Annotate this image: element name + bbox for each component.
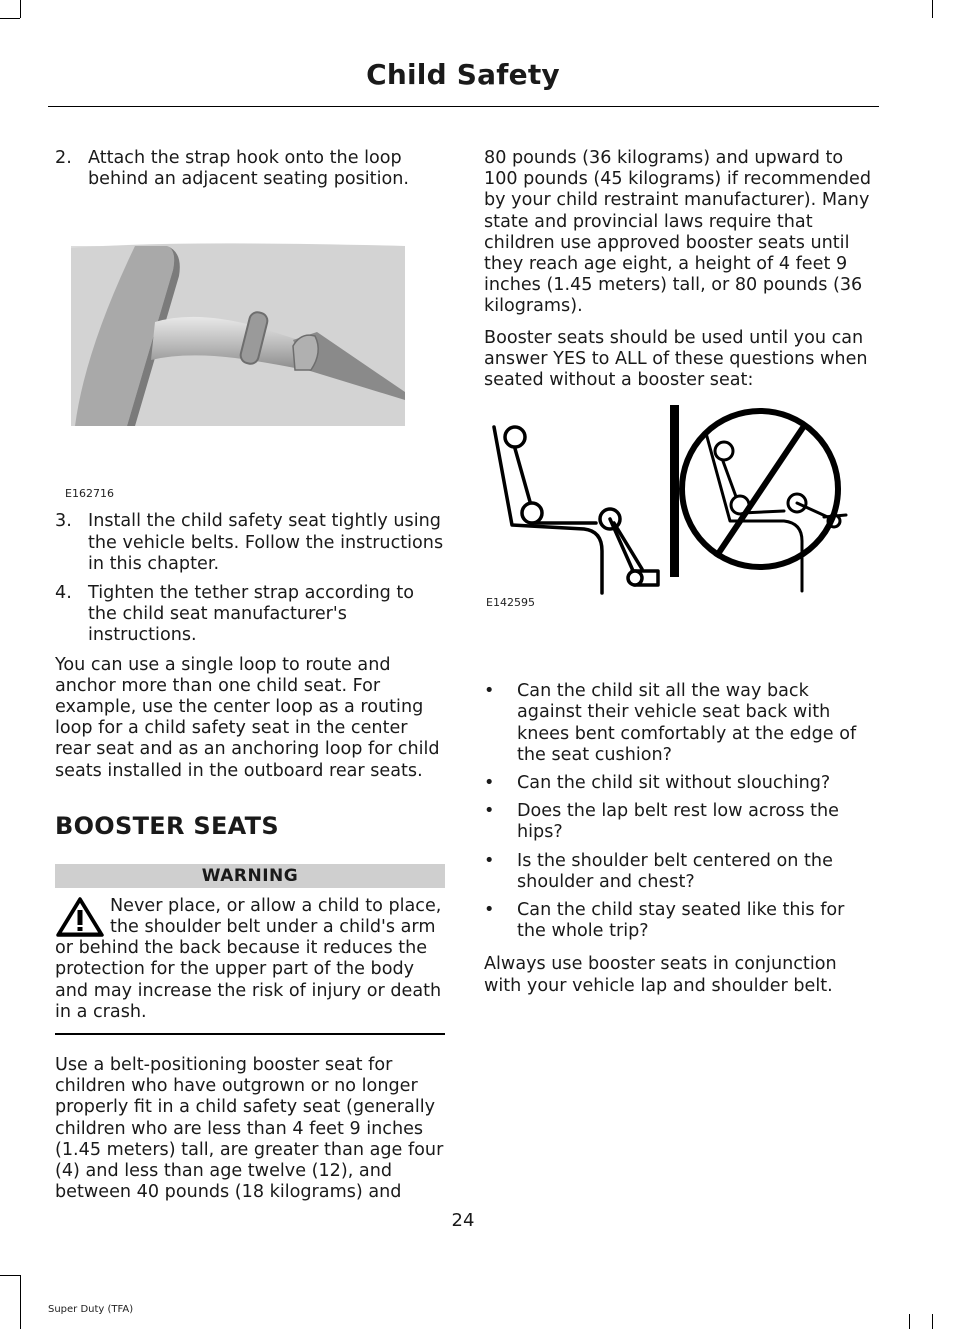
question-text: Does the lap belt rest low across the hips?: [517, 801, 839, 843]
question-item: [484, 801, 876, 843]
section-heading: BOOSTER SEATS: [55, 811, 279, 840]
crop-mark: [932, 0, 933, 18]
continued-paragraph: 80 pounds (36 kilograms) and upward to 100 pounds (45 kilograms) if recommended by your child restraint manufacturer). Many state and provincial laws require that children use approved booster seats until they reach age eight, a height of 4 feet 9 inches (1.45 meters) tall, or 80 pounds (36 kilograms).: [484, 148, 872, 317]
step-text: Tighten the tether strap according to the child seat manufacturer's instructions.: [88, 583, 415, 646]
question-text: Can the child sit all the way back against their vehicle seat back with knees bent comfortably at the edge of the seat cushion?: [517, 681, 857, 765]
warning-triangle-icon: [55, 896, 105, 938]
question-item: [484, 773, 876, 794]
tether-hook-illustration: [55, 200, 445, 436]
bullet-marker: •: [484, 773, 495, 794]
step-number: 4.: [55, 583, 72, 604]
step-2: [55, 148, 445, 190]
figure-code: E142595: [486, 596, 535, 610]
header-rule: [48, 106, 879, 107]
prohibited-icon: [682, 411, 838, 567]
questions-paragraph: Booster seats should be used until you can answer YES to ALL of these questions when seated without a booster seat:: [484, 327, 868, 391]
bullet-marker: •: [484, 850, 495, 871]
crop-mark: [20, 1275, 21, 1329]
right-column: [484, 148, 876, 1007]
page-title: Child Safety: [366, 58, 560, 91]
question-list: [484, 681, 876, 942]
seating-position-figure: [484, 405, 876, 681]
seating-position-illustration: [484, 405, 876, 655]
step-text: Install the child safety seat tightly using the vehicle belts. Follow the instructions in this chapter.: [88, 511, 444, 574]
crop-mark: [0, 1275, 20, 1276]
bullet-marker: •: [484, 801, 495, 822]
step-3: [55, 511, 445, 575]
step-number: 3.: [55, 511, 72, 532]
question-item: [484, 900, 876, 942]
bullet-marker: •: [484, 900, 495, 921]
crop-mark: [0, 18, 20, 19]
figure-code: E162716: [65, 487, 114, 501]
question-item: [484, 851, 876, 893]
tether-hook-figure: [55, 200, 445, 501]
loop-paragraph: You can use a single loop to route and anchor more than one child seat. For example, use the center loop as a routing loop for a child safety seat in the center rear seat and as an anchoring loop for child seats installed in the outboard rear seats.: [55, 654, 440, 781]
question-text: Can the child stay seated like this for the whole trip?: [517, 900, 845, 942]
crop-mark: [932, 1314, 933, 1329]
bullet-marker: •: [484, 681, 495, 702]
crop-mark: [20, 0, 21, 18]
step-text: Attach the strap hook onto the loop behind an adjacent seating position.: [88, 148, 409, 190]
warning-body: [55, 896, 445, 1023]
warning-label: WARNING: [55, 864, 445, 888]
booster-paragraph: Use a belt-positioning booster seat for children who have outgrown or no longer properly fit in a child safety seat (generally children who are less than 4 feet 9 inches (1.45 meters) tall, are greater than age four (4) and less than age twelve (12), and between 40 pounds (18 kilograms) and: [55, 1055, 444, 1203]
question-item: [484, 681, 876, 766]
page-number: 24: [451, 1210, 475, 1231]
warning-rule: [55, 1033, 445, 1035]
crop-mark: [909, 1314, 910, 1329]
step-4: [55, 583, 445, 647]
warning-text: Never place, or allow a child to place, the shoulder belt under a child's arm or behind the back because it reduces the protection for the upper part of the body and may increase the risk of injury or death in a crash.: [55, 895, 442, 1022]
footer-text: Super Duty (TFA): [48, 1304, 134, 1315]
left-column: [55, 148, 445, 1213]
question-text: Can the child sit without slouching?: [517, 773, 831, 794]
question-text: Is the shoulder belt centered on the shoulder and chest?: [517, 850, 833, 892]
step-number: 2.: [55, 148, 72, 168]
always-paragraph: Always use booster seats in conjunction with your vehicle lap and shoulder belt.: [484, 954, 837, 996]
